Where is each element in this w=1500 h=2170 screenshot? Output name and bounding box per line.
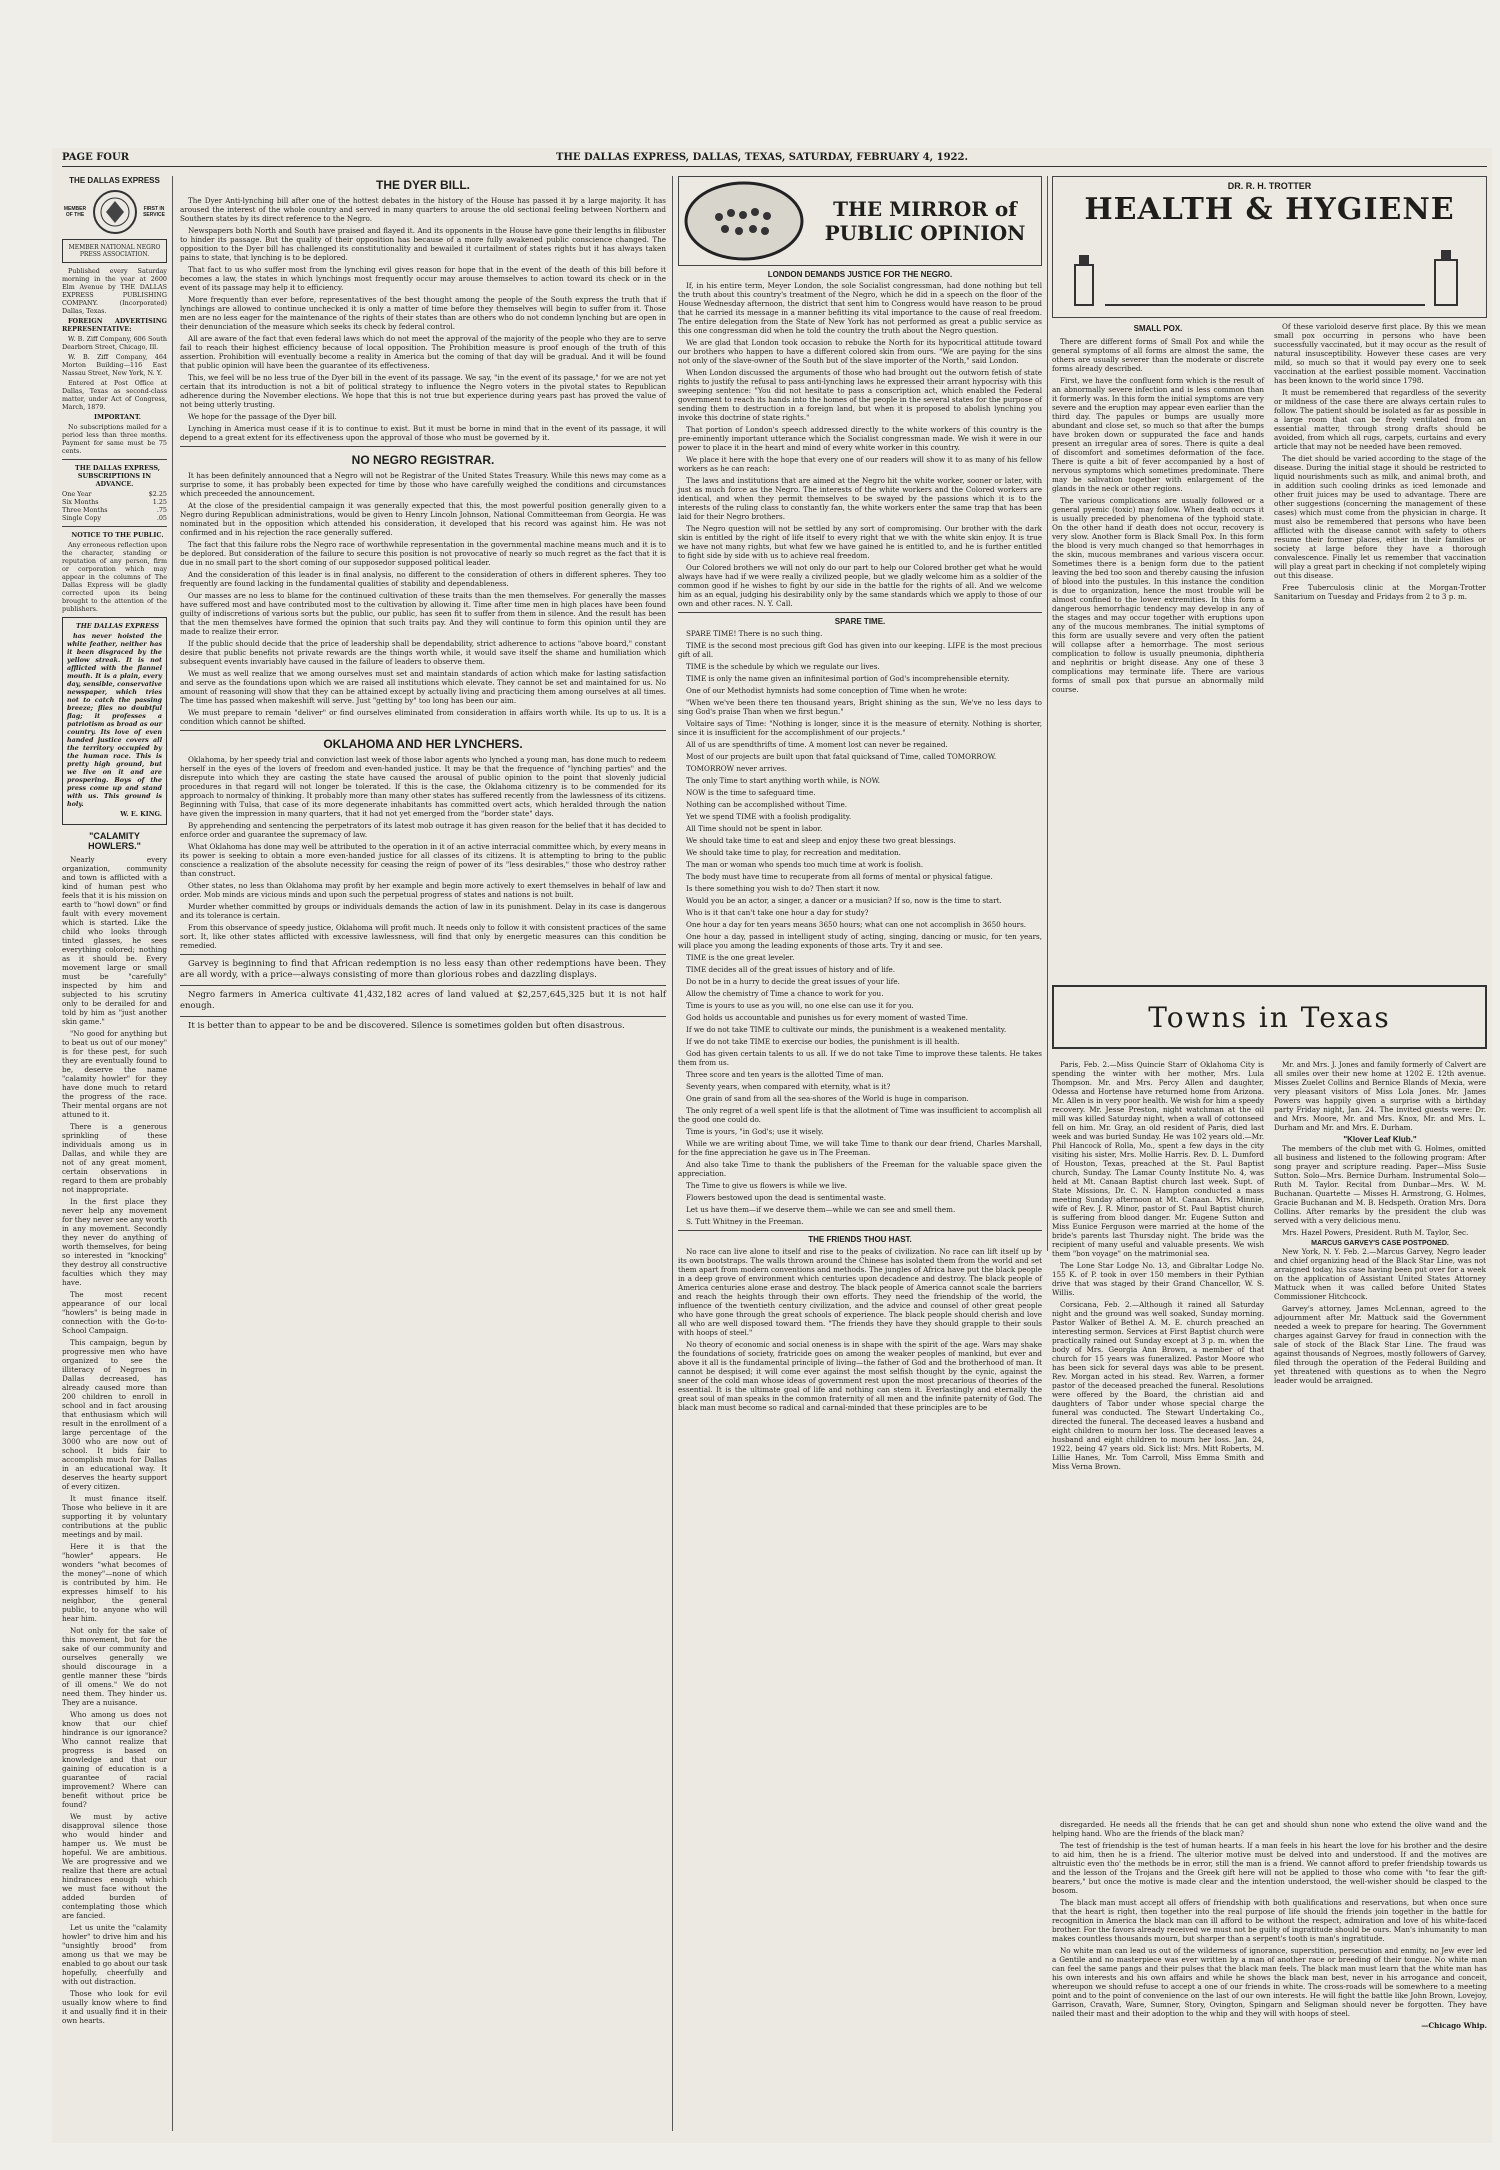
health-title: HEALTH & HYGIENE bbox=[1084, 192, 1455, 227]
calamity-paragraph: Nearly every organization, community and town is afflicted with a kind of human pest who feels that it is his mission on earth to "howl down" or find fault with every movement which is started. Like the child who looks through tinted glasses, he sees everything colored; nothing as it should be. Every movement large or small must be "carefully" inspected by him and subjected to his scrutiny only to be derailed for and told by him as "just another skin game." bbox=[62, 855, 167, 1026]
oklahoma-title: OKLAHOMA AND HER LYNCHERS. bbox=[323, 737, 523, 751]
masthead-column bbox=[62, 176, 167, 2136]
subscription-row: Six Months 1.25 bbox=[62, 498, 167, 506]
london-paragraph: The laws and institutions that are aimed at the Negro hit the white worker, sooner or later, with just as much force as the Negro. The interests of the white workers and the Colored workers are identical, and when they permit themselves to be swayed by the passions which it is to the interests of the ruling class to constantly fan, the white workers enter the same trap that has been laid for their Negro brothers. bbox=[678, 476, 1042, 521]
friends-continuation bbox=[1052, 1820, 1487, 2130]
spare-time-line: Seventy years, when compared with eternity, what is it? bbox=[686, 1082, 891, 1091]
spare-time-line: If we do not take TIME to exercise our bodies, the punishment is ill health. bbox=[686, 1037, 960, 1046]
member-right-label: FIRST IN SERVICE bbox=[143, 206, 165, 218]
towns-subcolumn-right bbox=[1274, 1060, 1486, 1385]
klover-title: "Klover Leaf Klub." bbox=[1343, 1135, 1417, 1144]
oklahoma-paragraph: Oklahoma, by her speedy trial and conviction last week of those labor agents who lynched a young man, has done much to redeem herself in the eyes of the lovers of freedom and even-handed justice. It may be that the frequence of "lynching parties" and the disrepute into which they are casting the state have caused the arousal of public opinion to the point that slovenly judicial procedures in that regard will not longer be tolerated. If this is the case, the Oklahoma citizenry is to be commended for its approach to normalcy of thinking. It probably more than many other states has suffered recently from the lawlessness of its citizens. Beginning with Tulsa, that case of its more degenerate inhabitants has committed overt acts, which heralded through the nation have given the impression in many quarters, that it had not yet emerged from the "border state" days. bbox=[180, 755, 666, 818]
platform-title: THE DALLAS EXPRESS bbox=[75, 622, 160, 630]
spare-time-line: Who is it that can't take one hour a day for study? bbox=[686, 908, 869, 917]
towns-banner-box bbox=[1052, 985, 1487, 1049]
spare-time-line: Time is yours, "in God's; use it wisely. bbox=[686, 1127, 824, 1136]
spare-time-line: TIME decides all of the great issues of history and of life. bbox=[686, 965, 896, 974]
mirror-column bbox=[678, 176, 1042, 2136]
subscriptions-title: THE DALLAS EXPRESS, SUBSCRIPTIONS IN ADVANCE. bbox=[74, 464, 161, 488]
garvey-case-title: MARCUS GARVEY'S CASE POSTPONED. bbox=[1311, 1240, 1449, 1247]
dateline: THE DALLAS EXPRESS, DALLAS, TEXAS, SATURDAY, FEBRUARY 4, 1922. bbox=[556, 152, 968, 163]
spare-time-line: We should take time to eat and sleep and enjoy these two great blessings. bbox=[686, 836, 956, 845]
foreign-rep-1: W. B. Ziff Company, 606 South Dearborn Street, Chicago, Ill. bbox=[62, 335, 167, 351]
spare-time-line: Flowers bestowed upon the dead is sentimental waste. bbox=[686, 1193, 887, 1202]
friends-continued-paragraph: The test of friendship is the test of human hearts. If a man feels in his heart the love for his brother and the desire to aid him, then he is a friend. The ulterior motive must be delved into and understood. If and the motives are altruistic even tho' the methods be in error, still the man is a friend. We cannot afford to prefer friendship towards us and the lesson of the Trojans and the Greek gift here will not be applied to those who come with "to fear the gift-bearers," but once the motive is made clear and the intention understood, the well-wisher should be clasped to the bosom. bbox=[1052, 1841, 1487, 1895]
medicine-bottles-illustration-icon bbox=[1055, 245, 1485, 315]
registrar-paragraph: The fact that this failure robs the Negro race of worthwhile representation in the governmental machine means much and it is to be deplored. But consideration of the failure to secure this position is not provocative of nearly so much regret as the fact that it is due in no small part to the short coming of our supposedor supposed political leader. bbox=[180, 540, 666, 567]
subscription-row: One Year $2.25 bbox=[62, 490, 167, 498]
member-seal-row bbox=[62, 189, 167, 235]
spare-time-line: One hour a day, passed in intelligent study of acting, singing, dancing or music, for ten years, will place you among the leading exponents of those arts. Try it and see. bbox=[678, 932, 1042, 950]
corsicana-paragraph: Corsicana, Feb. 2.—Although it rained all Saturday night and the ground was well soaked, Sunday morning. Pastor Walker of Bethel A. M. E. church preached an interesting sermon. Services at First Baptist church were practically rained out Sunday except at 3 p. m. when the body of Mrs. Georgia Ann Brown, a member of that church for 15 years was funeralized. Pastor Moore who has been sick for several days was able to be present. Rev. Morgan acted in his stead. Rev. Warren, a former pastor of the deceased preached the funeral. Resolutions were offered by the Board, the christian aid and daughters of Tabor under whose special charge the funeral was conducted. The Stewart Undertaking Co., directed the funeral. The deceased leaves a husband and eight children to mourn her loss. The deceased leaves a husband and eight children to mourn her loss. Jan. 24, 1922, being 47 years old. Sick list: Mrs. Mitt Roberts, M. Lillie Hanes, Mr. Tom Carroll, Miss Emma Smith and Miss Verna Brown. bbox=[1052, 1300, 1264, 1471]
london-paragraph: We place it here with the hope that every one of our readers will show it to as many of his fellow workers as he can reach: bbox=[678, 455, 1042, 473]
spare-time-line: The man or woman who spends too much time at work is foolish. bbox=[686, 860, 924, 869]
calamity-paragraph: Let us unite the "calamity howler" to drive him and his "unsightly brood" from among us that we may be enabled to go about our task hopefully, cheerfully and with out distraction. bbox=[62, 1923, 167, 1986]
registrar-paragraph: Our masses are no less to blame for the continued cultivation of these traits than the men themselves. For generally the masses have suffered most and have contributed most to the cultivation by allowing it. Time after time men in high places have been found guilty of indiscretions of various sorts but the public, our public, has seen fit to suffer from them in silence. And the result has been that the men themselves have formed the opinion that such traits pay. And they will continue to form this opinion until they are made to realize their error. bbox=[180, 591, 666, 636]
entered-notice: Entered at Post Office at Dallas, Texas as second-class matter, under Act of Congress, March, 1879. bbox=[62, 379, 167, 411]
paris-paragraph: The Lone Star Lodge No. 13, and Gibraltar Lodge No. 155 K. of P. took in over 150 members in their Pythian drive that was staged by their Grand Chancellor, W. S. Willis. bbox=[1052, 1261, 1264, 1297]
spare-time-title: SPARE TIME. bbox=[834, 617, 886, 626]
crowd-mirror-illustration-icon bbox=[679, 179, 809, 263]
registrar-paragraph: If the public should decide that the price of leadership shall be dependability, strict adherence to actions "above board," constant desire that public benefits not private rewards are the things worth while, it would save itself the shame and humiliation which subsequent events invariably have caused in the failure of leaders to observe them. bbox=[180, 639, 666, 666]
spare-time-line: Most of our projects are built upon that fatal quicksand of Time, called TOMORROW. bbox=[686, 752, 997, 761]
spare-time-line: Do not be in a hurry to decide the great issues of your life. bbox=[686, 977, 900, 986]
running-head bbox=[62, 152, 1487, 166]
health-subcolumn-left bbox=[1052, 322, 1264, 697]
filler-silence: It is better than to appear to be and be discovered. Silence is sometimes golden but often disastrous. bbox=[188, 1021, 625, 1031]
calamity-paragraph: Not only for the sake of this movement, but for the sake of our community and ourselves generally we should discourage in a gentle manner these "birds of ill omens." We do not need them. They hinder us. They are a nuisance. bbox=[62, 1626, 167, 1707]
foreign-heading: FOREIGN ADVERTISING REPRESENTATIVE: bbox=[62, 317, 167, 333]
oklahoma-paragraph: Murder whether committed by groups or individuals demands the action of law in its punishment. Delay in its case is dangerous and its tolerance is certain. bbox=[180, 902, 666, 920]
friends-paragraph: No theory of economic and social oneness is in shape with the spirit of the age. Wars may shake the foundations of society, fratricide goes on among the weaker peoples of mankind, but ever and above it all is the fundamental principle of living—the father of God and the brotherhood of man. It cannot be despised; it will come ever against the most selfish thought by the cynic, against the sneer of the cold man whose ideas of government rest upon the most precarious of theories of the essential. It is the ultimate goal of life and nothing can stem it. Everlastingly and eternally the great soul of man speaks in the common fraternity of all men and the infinite paternity of God. The black man must become so radical and carnal-minded that these principles are to be bbox=[678, 1340, 1042, 1412]
spare-time-line: One grain of sand from all the sea-shores of the World is huge in comparison. bbox=[686, 1094, 969, 1103]
spare-time-line: The only regret of a well spent life is that the allotment of Time was insufficient to accomplish all the good one could do. bbox=[678, 1106, 1042, 1124]
spare-time-line: Let us have them—if we deserve them—while we can see and smell them. bbox=[686, 1205, 956, 1214]
page-number: PAGE FOUR bbox=[62, 152, 130, 163]
filler-farmers: Negro farmers in America cultivate 41,432,182 acres of land valued at $2,257,645,325 but it is not half enough. bbox=[180, 990, 666, 1011]
top-rule bbox=[62, 166, 1487, 167]
calamity-paragraph: In the first place they never help any movement for they never see any worth in any movement. Secondly they never do anything of worth themselves, for being so interested in "knocking" they destroy all constructive faculties which they may have. bbox=[62, 1197, 167, 1287]
press-association-seal-icon bbox=[92, 189, 138, 235]
column-rule bbox=[1047, 176, 1048, 1251]
spare-time-line: God has given certain talents to us all. If we do not take Time to improve these talents. He takes them from us. bbox=[678, 1049, 1042, 1067]
towns-banner bbox=[1052, 985, 1487, 1055]
spare-time-line: NOW is the time to safeguard time. bbox=[686, 788, 816, 797]
spare-time-line: TIME is the schedule by which we regulate our lives. bbox=[686, 662, 880, 671]
towns-title: Towns in Texas bbox=[1148, 1000, 1391, 1034]
calamity-paragraph: Those who look for evil usually know where to find it and usually find it in their own hearts. bbox=[62, 1989, 167, 2025]
calamity-paragraph: It must finance itself. Those who believe in it are supporting it by voluntary contributions at the public meetings and by mail. bbox=[62, 1494, 167, 1539]
health-paragraph: The various complications are usually followed or a general pyemic (toxic) may follow. When death occurs it is usually preceded by phenomena of the typhoid state. On the other hand if death does not occur, recovery is very slow. Another form is Black Small Pox. In this form the blood is very much changed so that hemorrhages in the skin, mucous membranes and various viscera occur. Sometimes there is a benign form due to the patient leaving the bed too soon and thereby causing the infusion of blood into the pustules. In this instance the condition is due to organization, hence the most trouble will be almost confined to the lower extremities. In this form a dangerous hemorrhagic tendency may develop in any of the stages and may occur together with eruptions upon any of the mucous membranes. The initial symptoms of this form are usually severe and very often the patient will collapse after a hemorrhage. The most serious complication to follow is usually pneumonia, diphtheria and nephritis or bright disease. Any one of these 3 complications may terminate life. There are various forms of small pox that pursue an abnormally mild course. bbox=[1052, 496, 1264, 694]
klover-paragraph: Mrs. Hazel Powers, President. Ruth M. Taylor, Sec. bbox=[1282, 1228, 1469, 1237]
oklahoma-paragraph: From this observance of speedy justice, Oklahoma will profit much. It needs only to follow it with consistent practices of the same sort. It, like other states afflicted with excessive lawlessness, will find that only by energetic measures can this condition be remedied. bbox=[180, 923, 666, 950]
paris-paragraph: Paris, Feb. 2.—Miss Quincie Starr of Oklahoma City is spending the winter with her mother, Mrs. Lula Thompson. Mr. and Mrs. Percy Allen and daughter, Odessa and Hortense have returned home from Arizona. Mr. Allen is in very poor health. We wish for him a speedy recovery. Mr. Jesse Preston, night watchman at the oil mill was killed Saturday night, when a wall of cottonseed fell on him. Mr. Gray, an old resident of Paris, died last week and was buried Sunday. He was 102 years old.—Mr. Phil Hancock of Rolla, Mo., spent a few days in the city visiting his sister, Mrs. Mollie Harris. Rev. D. L. Dumford of Houston, Texas, preached at the St. Paul Baptist church, Sunday. The Lamar County Institute No. 4, was held at Mt. Canaan Baptist church last week. Supt. of State Missions, Dr. C. N. Hampton conducted a mass meeting Sunday afternoon at Mt. Canaan. Mrs. Minnie, wife of Rev. J. R. Minor, pastor of St. Paul Baptist church is suffering from blood danger. Mr. Eugene Sutton and Miss Eunice Ferguson were married at the home of the bride's parents last Thursday night. The bride was the recipient of many useful and valuable presents. We wish them "bon voyage" on the matrimonial sea. bbox=[1052, 1060, 1264, 1258]
spare-time-line: The Time to give us flowers is while we live. bbox=[686, 1181, 848, 1190]
platform-box bbox=[62, 617, 167, 825]
dyer-title: THE DYER BILL. bbox=[375, 178, 470, 192]
calamity-paragraph: The most recent appearance of our local "howlers" is being made in connection with the Go-to-School Campaign. bbox=[62, 1290, 167, 1335]
london-paragraph: If, in his entire term, Meyer London, the sole Socialist congressman, had done nothing but tell the truth about this country's treatment of the Negro, which he did in a speech on the floor of the House Wednesday afternoon, the district that sent him to Congress would have reason to be proud that he carried its message in a manner befitting its vital importance to the cause of real freedom. The entire delegation from the State of New York has not performed as great a public service as this one congressman did when he told the country the truth about the Negro question. bbox=[678, 281, 1042, 335]
dyer-paragraph: Newspapers both North and South have praised and flayed it. And its opponents in the House have gone their lengths in filibuster to hinder its passage. But the quality of their opposition has because of a more fully awakened public conscience changed. The opposition to the Dyer bill has challenged its constitutionality and bewailed it curtailment of states rights but it has always taken pains to state, that lynching is to be deplored. bbox=[180, 226, 666, 262]
subscription-row: Three Months .75 bbox=[62, 506, 167, 514]
london-paragraph: We are glad that London took occasion to rebuke the North for its hypocritical attitude toward our brothers who happen to have a different colored skin from ours. "We are paying for the sins not only of the slave-owner of the South but of the slave importer of the North," said London. bbox=[678, 338, 1042, 365]
calamity-paragraph: We must by active disapproval silence those who would hinder and hamper us. We must be hopeful. We are ambitious. We are progressive and we realize that there are actual hindrances enough which we must face without the added burden of contemplating those which are fancied. bbox=[62, 1812, 167, 1920]
spare-time-line: Allow the chemistry of Time a chance to work for you. bbox=[686, 989, 884, 998]
spare-time-line: All Time should not be spent in labor. bbox=[686, 824, 823, 833]
health-text bbox=[1052, 322, 1487, 697]
spare-time-line: Would you be an actor, a singer, a dancer or a musician? If so, now is the time to start. bbox=[686, 896, 1002, 905]
garvey-case-paragraph: Garvey's attorney, James McLennan, agreed to the adjournment after Mr. Mattuck said the Government needed a week to prepare for hearing. The Government charges against Garvey for fraud in connection with the sale of stock of the Black Star Line. The fraud was against thousands of Negroes, mostly followers of Garvey, filed through the operation of the Federal Building and yet threatened with questions as to when the Negro leader would be arraigned. bbox=[1274, 1304, 1486, 1385]
registrar-paragraph: And the consideration of this leader is in final analysis, no different to the consideration of others in different spheres. They too frequently are found lacking in the fundamental qualities of stability and dependableness. bbox=[180, 570, 666, 588]
dyer-paragraph: More frequently than ever before, representatives of the best thought among the people of the South express the truth that if lynchings are allowed to continue unchecked it is only a matter of time before they themselves will begin to suffer from it. Those men are no less eager for the maintenance of the rights of their states than are others who do not condemn lynching but are open in their denunciation of the measure which seeks its check by federal control. bbox=[180, 295, 666, 331]
filler-garvey: Garvey is beginning to find that African redemption is no less easy than other redemptions have been. They are all wordy, with a price—always consisting of more than glorious robes and dazzling displays. bbox=[180, 959, 666, 980]
spare-time-line: One hour a day for ten years means 3650 hours; what can one not accomplish in 3650 hours. bbox=[686, 920, 1027, 929]
mirror-banner bbox=[678, 176, 1042, 266]
health-paragraph: Free Tuberculosis clinic at the Morgan-Trotter Sanitarium on Tuesday and Fridays from 2 to 3 p. m. bbox=[1274, 583, 1486, 601]
garvey-case-paragraph: New York, N. Y. Feb. 2.—Marcus Garvey, Negro leader and chief organizing head of the Black Star Line, was not arraigned today, his case having been put over for a week on the application of Assistant United States Attorney Mattuck when it was called before United States Commissioner Hitchcock. bbox=[1274, 1247, 1486, 1301]
spare-time-line: The body must have time to recuperate from all forms of mental or physical fatigue. bbox=[686, 872, 993, 881]
friends-source: —Chicago Whip. bbox=[1421, 2021, 1487, 2030]
friends-continued-paragraph: The black man must accept all offers of friendship with both qualifications and reservations, but when once sure that the heart is right, then together into the real purpose of life should the friends join together in the battle for recognition in America the black man can ill afford to be without the respect, admiration and love of his white-faced brother. For the favors already received we must not be guilty of ingratitude should be ours. Man's inhumanity to man makes countless thousands mourn, but sharper than a serpent's tooth is man's ingratitude. bbox=[1052, 1898, 1487, 1943]
registrar-paragraph: We must prepare to remain "deliver" or find ourselves eliminated from consideration in affairs worth while. Its up to us. It is a condition which cannot be shifted. bbox=[180, 708, 666, 726]
spare-time-line: One of our Methodist hymnists had some conception of Time when he wrote: bbox=[686, 686, 967, 695]
dyer-paragraph: That fact to us who suffer most from the lynching evil gives reason for hope that in the event of the death of this bill before it becomes a law, the states in which lynchings most frequently occur may arouse themselves to action toward its check or in the event of its passage may help it to efficiency. bbox=[180, 265, 666, 292]
klover-paragraph: The members of the club met with G. Holmes, omitted all business and listened to the following program: After song prayer and scripture reading. Paper—Miss Susie Sutton. Solo—Mrs. Bernice Durham. Instrumental Solo—Ruth M. Taylor. Recital from Dunbar—Mrs. W. M. Buchanan. Quartette — Misses H. Armstrong, G. Holmes, Gracie Buchanan and M. B. Hedspeth. Oration Mrs. Dora Collins. After remarks by the president the club was served with a very delicious menu. bbox=[1274, 1144, 1486, 1225]
london-paragraph: That portion of London's speech addressed directly to the white workers of this country is the pre-eminently important utterance which the Socialist congressman made. We wish it were in our power to place it in the heart and mind of every white worker in this country. bbox=[678, 425, 1042, 452]
masthead-title: THE DALLAS EXPRESS bbox=[69, 176, 160, 185]
calamity-paragraph: "No good for anything but to beat us out of our money" is for these pest, for such they are eventually found to be, deserve the name "calamity howler" for they have done much to retard the progress of the race. Their mental organs are not attuned to it. bbox=[62, 1029, 167, 1119]
platform-signature: W. E. KING. bbox=[120, 810, 162, 818]
calamity-title: "CALAMITY HOWLERS." bbox=[88, 831, 141, 851]
spare-time-line: We should take time to play, for recreation and meditation. bbox=[686, 848, 901, 857]
health-byline: DR. R. H. TROTTER bbox=[1227, 181, 1312, 191]
friends-continued-paragraph: disregarded. He needs all the friends that he can get and should shun none who extend the olive wand and the helping hand. Who are the friends of the black man? bbox=[1052, 1820, 1487, 1838]
london-title: LONDON DEMANDS JUSTICE FOR THE NEGRO. bbox=[767, 270, 953, 279]
spare-time-line: S. Tutt Whitney in the Freeman. bbox=[686, 1217, 804, 1226]
registrar-title: NO NEGRO REGISTRAR. bbox=[351, 453, 495, 467]
health-banner bbox=[1052, 176, 1487, 318]
member-box: MEMBER NATIONAL NEGRO PRESS ASSOCIATION. bbox=[62, 239, 167, 263]
calamity-paragraph: There is a generous sprinkling of these individuals among us in Dallas, and while they are not of any great moment, certain observations in regard to them are probably not inappropriate. bbox=[62, 1122, 167, 1194]
friends-continued-paragraph: No white man can lead us out of the wilderness of ignorance, superstition, persecution and enmity, no Jew ever led a Gentile and no masterpiece was ever written by a man of another race or breeding of their tongue. No white man can feel the same pangs and their pulses that the black man feels. The black man must learn that the white man has his own interests and his own affairs and while he shows the black man best, never in his arrogance and conceit, whereupon we should refuse to accept a one of our friends in white. The cross-roads will be somewhere to a meeting point and to the point of convenience on the last of our own interests. He will fight the battle like John Brown, Lovejoy, Garrison, Cravath, Ware, Sumner, Story, Ovington, Spingarn and Seligman should never be forgotten. They have nailed their mast and their adoption to the whip and they will with hoops of steel. bbox=[1052, 1946, 1487, 2018]
spare-time-line: TOMORROW never arrives. bbox=[686, 764, 787, 773]
oklahoma-paragraph: Other states, no less than Oklahoma may profit by her example and begin more actively to exert themselves in behalf of law and order. Mob minds are vicious minds and upon such the perpetual progress of states and nations is not built. bbox=[180, 881, 666, 899]
health-paragraph: First, we have the confluent form which is the result of an abnormally severe infection and is less common than it formerly was. In this form the initial symptoms are very severe and the eruption may appear even earlier than the third day. The papules or bumps are usually more abundant and close set, so much so that after the bumps have broken down or suppurated the face and hands present an irregular area of sores. There is quite a deal of discomfort and sometimes deformation of the face. There is quite a bit of fever accompanied by a host of nervous symptoms which sometimes predominate. There may be salivation together with enlargement of the glands in the neck or other regions. bbox=[1052, 376, 1264, 493]
spare-time-line: Nothing can be accomplished without Time. bbox=[686, 800, 847, 809]
editorial-column bbox=[180, 176, 666, 2136]
important-heading: IMPORTANT. bbox=[94, 413, 141, 421]
corsicana-paragraph: Mr. and Mrs. J. Jones and family formerly of Calvert are all smiles over their new home at 1202 E. 12th avenue. Misses Zuelet Collins and Bernice Blands of Mexia, were very pleasant visitors of Miss Lola Jones. Mr. James Powers was happily given a surprise with a birthday party Friday night, Jan. 24. The invited guests were: Dr. and Mrs. Moore, Mr. and Mrs. Knox, Mr. and Mrs. L. Durham and Mr. and Mrs. E. Durham. bbox=[1274, 1060, 1486, 1132]
calamity-paragraph: Here it is that the "howler" appears. He wonders "what becomes of the money"—none of which is contributed by him. He expresses himself to his neighbor, the general public, to anyone who will hear him. bbox=[62, 1542, 167, 1623]
dyer-paragraph: We hope for the passage of the Dyer bill. bbox=[188, 412, 337, 421]
smallpox-title: SMALL POX. bbox=[1133, 324, 1183, 333]
health-paragraph: It must be remembered that regardless of the severity or mildness of the case there are always certain rules to follow. The patient should be isolated as far as possible in a large room that can be freely ventilated from an essential matter, through strong drafts should be avoided, from which all rugs, carpets, curtains and every article that may not be needed have been removed. bbox=[1274, 388, 1486, 451]
spare-time-line: And also take Time to thank the publishers of the Freeman for the valuable space given the appreciation. bbox=[678, 1160, 1042, 1178]
spare-time-line: If we do not take TIME to cultivate our minds, the punishment is a weakened mentality. bbox=[686, 1025, 1007, 1034]
spare-time-line: While we are writing about Time, we will take Time to thank our dear friend, Charles Marshall, for the fine appreciation he gave us in The Freeman. bbox=[678, 1139, 1042, 1157]
notice-text: Any erroneous reflection upon the character, standing or reputation of any person, firm or corporation which may appear in the columns of The Dallas Express will be gladly corrected upon its being brought to the attention of the publishers. bbox=[62, 541, 167, 613]
london-paragraph: When London discussed the arguments of those who had brought out the outworn fetish of state rights to justify the refusal to pass anti-lynching laws he expressed their arrant hypocrisy with this sweeping sentence: "You did not hesitate to pass a conscription act, which enabled the Federal government to reach its hands into the homes of the people in the several states for the purpose of sending them to destruction in a foreign land, but when it is proposed to abolish lynching you invoke this doctrine of state rights." bbox=[678, 368, 1042, 422]
spare-time-line: Voltaire says of Time: "Nothing is longer, since it is the measure of eternity. Nothing is shorter, since it is insufficient for the accomplishment of our projects." bbox=[678, 719, 1042, 737]
oklahoma-paragraph: What Oklahoma has done may well be attributed to the operation in it of an active interracial committee which, by every means in its power is seeking to obtain a more even-handed justice for all classes of its citizens. It is attempting to bring to the public conscience a realization of the absolute necessity for ceasing the reign of power of its "less desirables," those who destroy rather than construct. bbox=[180, 842, 666, 878]
subscription-row: Single Copy .05 bbox=[62, 514, 167, 522]
registrar-paragraph: We must as well realize that we among ourselves must set and maintain standards of action which make for lasting satisfaction and serve as the foundations upon which we are raised all institutions which elevate. They cannot be set and maintained for us. No amount of reasoning will show that they can be attained except by actually living and practicing them among ourselves at all times. The time has passed when makeshift will serve. Just "getting by" too long has been our aim. bbox=[180, 669, 666, 705]
spare-time-line: Three score and ten years is the allotted Time of man. bbox=[686, 1070, 884, 1079]
health-paragraph: There are different forms of Small Pox and while the general symptoms of all forms are almost the same, the others are usually severer than the moderate or discrete forms already described. bbox=[1052, 337, 1264, 373]
spare-time-line: Is there something you wish to do? Then start it now. bbox=[686, 884, 880, 893]
notice-heading: NOTICE TO THE PUBLIC. bbox=[71, 531, 164, 539]
dyer-paragraph: The Dyer Anti-lynching bill after one of the hottest debates in the history of the House has passed it by a large majority. It has aroused the interest of the whole country and served in many quarters to arouse the old sectional feeling between Northern and Southern states by its direct reference to the Negro. bbox=[180, 196, 666, 223]
platform-text: has never hoisted the white feather, neither has it been disgraced by the yellow streak. It is not afflicted with the flannel mouth. It is a plain, every day, sensible, conservative newspaper, which tries not to catch the passing breeze; flies no doubtful flag; it professes a patriotism as broad as our country. Its love of even handed justice covers all the territory occupied by the human race. This is pretty high ground, but we live on it and are prospering. Boys of the press come up and stand with us. This ground is holy. bbox=[67, 632, 162, 808]
spare-time-line: "When we've been there ten thousand years, Bright shining as the sun, We've no less days to sing God's praise Than when we first begun." bbox=[678, 698, 1042, 716]
spare-time-line: All of us are spendthrifts of time. A moment lost can never be regained. bbox=[686, 740, 948, 749]
subscriptions-table bbox=[62, 490, 167, 522]
important-notice: No subscriptions mailed for a period less than three months. Payment for same must be 75 cents. bbox=[62, 423, 167, 455]
member-left-label: MEMBER OF THE bbox=[63, 206, 87, 218]
spare-time-line: The only Time to start anything worth while, is NOW. bbox=[686, 776, 881, 785]
oklahoma-paragraph: By apprehending and sentencing the perpetrators of its latest mob outrage it has given reason for the belief that it has decided to enforce order and guarantee the supremacy of law. bbox=[180, 821, 666, 839]
spare-time-line: TIME is only the name given an infinitesimal portion of God's incomprehensible eternity. bbox=[686, 674, 1010, 683]
health-paragraph: The diet should be varied according to the stage of the disease. During the initial stage it should be restricted to liquid nourishments such as milk, and animal broth, and in addition such cooling drinks as iced lemonade and other fruit juices may be used to advantage. There are other suggestions (concerning the management of these cases) which must come from the physician in charge. It must also be remembered that persons who have been afflicted with the disease cannot with safety to others resume their former places, either in their families or society at large before they have a thorough convalescence. Finally let us remember that vaccination will play a great part in checking if not completely wiping out this disease. bbox=[1274, 454, 1486, 580]
london-paragraph: Our Colored brothers we will not only do our part to help our Colored brother get what he would always have had if we were really a civilized people, but we gladly welcome him as a soldier of the common good if he wishes to fight by our side in the battle for the rights of all. And we welcome him as an equal, judging his desirability only by the same standards which we apply to those of our own and other races. N. Y. Call. bbox=[678, 563, 1042, 608]
towns-text bbox=[1052, 1060, 1487, 1471]
spare-time-line: Yet we spend TIME with a foolish prodigality. bbox=[686, 812, 852, 821]
registrar-paragraph: It has been definitely announced that a Negro will not be Registrar of the United States Treasury. While this news may come as a surprise to some, it has probably been expected for time by those who have carefully weighed the conditions and circumstances which preceeded the announcement. bbox=[180, 471, 666, 498]
dyer-paragraph: Lynching in America must cease if it is to continue to exist. But it must be borne in mind that in the event of its passage, it will depend to a great extent for its effectiveness upon the approval of those who must be governed by it. bbox=[180, 424, 666, 442]
foreign-rep-2: W. B. Ziff Company, 464 Morton Building—116 East Nassau Street, New York, N. Y. bbox=[62, 353, 167, 377]
calamity-paragraph: This campaign, begun by progressive men who have organized to see the illiteracy of Negroes in Dallas decreased, has already caused more than 200 children to enroll in school and in fact arousing that enthusiasm which will result in the enrollment of a large percentage of the 3000 who are now out of school. It bids fair to accomplish much for Dallas in an educational way. It deserves the hearty support of every citizen. bbox=[62, 1338, 167, 1491]
friends-title: THE FRIENDS THOU HAST. bbox=[808, 1235, 912, 1244]
health-paragraph: Of these varioloid deserve first place. By this we mean small pox occurring in persons who have been successfully vaccinated, but it may occur as the result of natural insusceptibility. However these cases are very mild, so much so that it would pay every one to seek vaccination at the earliest possible moment. Vaccination has been known to the world since 1798. bbox=[1274, 322, 1486, 385]
spare-time-line: TIME is the second most precious gift God has given into our keeping. LIFE is the most precious gift of all. bbox=[678, 641, 1042, 659]
friends-paragraph: No race can live alone to itself and rise to the peaks of civilization. No race can lift itself up by its own bootstraps. The walls thrown around the Chinese has isolated them from the world and set them apart from modern conventions and methods. The jungles of Africa have put the black people in a deep grove of environment which centuries upon decadence and destroy. The black people of America centuries alone erase and destroy. The black people of America cannot scale the barriers and reach the heights through their own efforts. They need the friendship of the world, the influence of the twentieth century civilization, and the advice and counsel of other great people who have gone through the great schools of experience. The black people should cherish and love all who are well disposed toward them. "The friends they have they should grapple to their souls with hoops of steel." bbox=[678, 1247, 1042, 1337]
towns-subcolumn-left bbox=[1052, 1060, 1264, 1471]
dyer-paragraph: All are aware of the fact that even federal laws which do not meet the approval of the majority of the people who they are to serve fail to reach their highest efficiency because of local opposition. The Prohibition measure is proof enough of the truth of this assertion. Prohibition will eventually become a reality in America but the coming of that day will be gradual. And it will be found that public opinion will have been the guarantee of its effectiveness. bbox=[180, 334, 666, 370]
column-rule bbox=[672, 176, 673, 2131]
london-paragraph: The Negro question will not be settled by any sort of compromising. Our brother with the dark skin is entitled by the right of life itself to every right that we with the white skin enjoy. It is true we have not many rights, but what few we have gained he is entitled to, and he is further entitled to fight side by side with us to achieve real freedom. bbox=[678, 524, 1042, 560]
spare-time-body bbox=[678, 629, 1042, 1226]
spare-time-line: God holds us accountable and punishes us for every moment of wasted Time. bbox=[686, 1013, 968, 1022]
spare-time-line: Time is yours to use as you will, no one else can use it for you. bbox=[686, 1001, 914, 1010]
spare-time-line: SPARE TIME! There is no such thing. bbox=[686, 629, 823, 638]
dyer-paragraph: This, we feel will be no less true of the Dyer bill in the event of its passage. We say, "in the event of its passage," for we are not yet certain that its introduction is not a bit of political strategy to influence the Negro voters in the pivotal states to Republican adherence during the November elections. We hope that this is not true but experience during years past has proved the value of not being utterly trusting. bbox=[180, 373, 666, 409]
published-notice: Published every Saturday morning in the year at 2600 Elm Avenue by THE DALLAS EXPRESS PUBLISHING COMPANY. (Incorporated) Dallas, Texas. bbox=[62, 267, 167, 315]
mirror-banner-title: THE MIRROR of PUBLIC OPINION bbox=[824, 197, 1026, 245]
calamity-paragraph: Who among us does not know that our chief hindrance is our ignorance? Who cannot realize that progress is based on knowledge and that our gaining of education is a guarantee of racial improvement? Where can benefit without price be found? bbox=[62, 1710, 167, 1809]
spare-time-line: TIME is the one great leveler. bbox=[686, 953, 795, 962]
registrar-paragraph: At the close of the presidential campaign it was generally expected that this, the most powerful position generally given to a Negro during Republican administrations, would be given to Henry Lincoln Johnson, National Committeeman from Georgia. He was nominated but in the opposition which attended his consideration, it developed that his record was against him. He was not confirmed and in his rejection the race generally suffered. bbox=[180, 501, 666, 537]
health-subcolumn-right bbox=[1274, 322, 1486, 697]
column-rule bbox=[172, 176, 173, 2131]
